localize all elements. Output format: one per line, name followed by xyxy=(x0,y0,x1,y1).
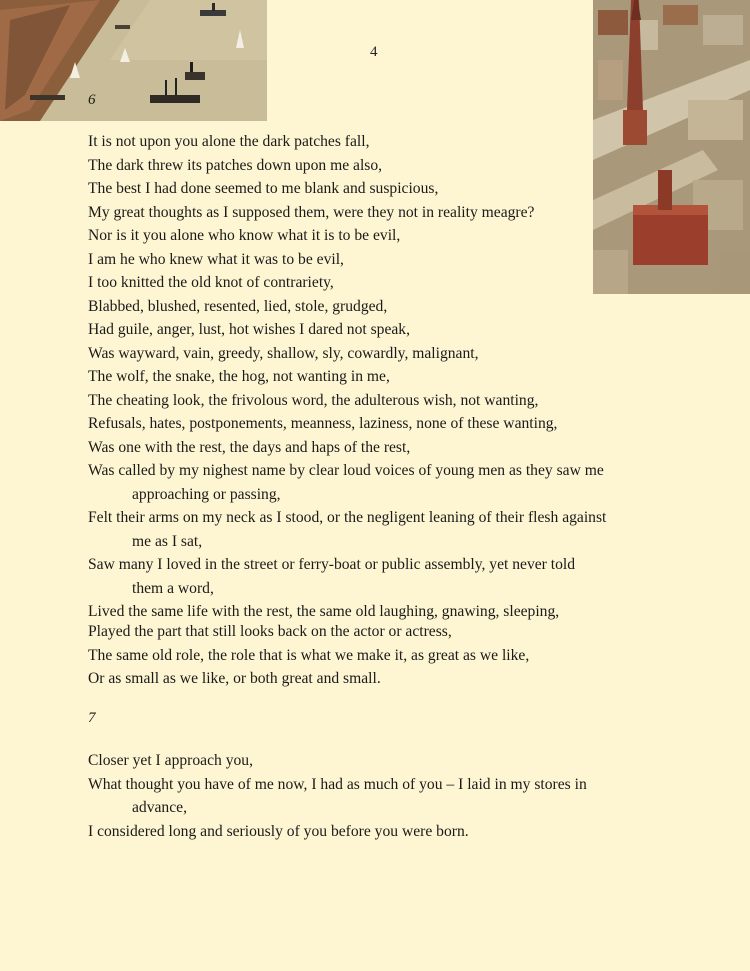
verse-line: Lived the same life with the rest, the same old laughing, gnawing, sleeping, xyxy=(88,603,560,620)
verse-line: Felt their arms on my neck as I stood, or the negligent leaning of their flesh against xyxy=(88,509,607,526)
stanza-3 xyxy=(88,749,688,843)
verse-line: I am he who knew what it was to be evil, xyxy=(88,250,344,268)
verse-line: Saw many I loved in the street or ferry-boat or public assembly, yet never told xyxy=(88,556,576,573)
verse-line: Or as small as we like, or both great and small. xyxy=(88,670,381,687)
verse-line: The same old role, the role that is what we make it, as great as we like, xyxy=(88,646,530,664)
verse-line: I too knitted the old knot of contrariety, xyxy=(88,274,334,291)
verse-line-continuation: approaching or passing, xyxy=(132,485,281,503)
verse-line: It is not upon you alone the dark patches fall, xyxy=(88,133,370,150)
verse-line: The wolf, the snake, the hog, not wanting in me, xyxy=(88,368,390,385)
verse-line: Nor is it you alone who know what it is to be evil, xyxy=(88,227,401,244)
verse-line-continuation: advance, xyxy=(132,799,187,816)
verse-line: Refusals, hates, postponements, meanness, laziness, none of these wanting, xyxy=(88,415,558,432)
stanza-2 xyxy=(88,620,688,691)
verse-line: Had guile, anger, lust, hot wishes I dared not speak, xyxy=(88,321,411,338)
verse-line: The cheating look, the frivolous word, the adulterous wish, not wanting, xyxy=(88,391,539,409)
verse-line: Closer yet I approach you, xyxy=(88,752,253,769)
verse-line: Played the part that still looks back on the actor or actress, xyxy=(88,623,452,640)
section-number-7: 7 xyxy=(88,710,96,726)
verse-line-continuation: me as I sat, xyxy=(132,532,203,550)
verse-line: The dark threw its patches down upon me also, xyxy=(88,156,383,174)
verse-line: I considered long and seriously of you before you were born. xyxy=(88,822,469,840)
verse-line-continuation: them a word, xyxy=(132,579,214,597)
harbor-scene xyxy=(0,0,267,121)
verse-line: What thought you have of me now, I had as much of you – I laid in my stores in xyxy=(88,775,587,793)
harbor-illustration xyxy=(0,0,267,121)
verse-line: Was called by my nighest name by clear loud voices of young men as they saw me xyxy=(88,462,604,479)
verse-line: Blabbed, blushed, resented, lied, stole, grudged, xyxy=(88,297,388,315)
verse-line: My great thoughts as I supposed them, were they not in reality meagre? xyxy=(88,203,535,221)
verse-line: Was one with the rest, the days and haps of the rest, xyxy=(88,438,411,456)
section-number-6: 6 xyxy=(88,92,96,108)
stanza-1 xyxy=(88,130,688,624)
page-number: 4 xyxy=(370,44,378,60)
verse-line: Was wayward, vain, greedy, shallow, sly, cowardly, malignant, xyxy=(88,344,479,362)
verse-line: The best I had done seemed to me blank and suspicious, xyxy=(88,180,439,197)
